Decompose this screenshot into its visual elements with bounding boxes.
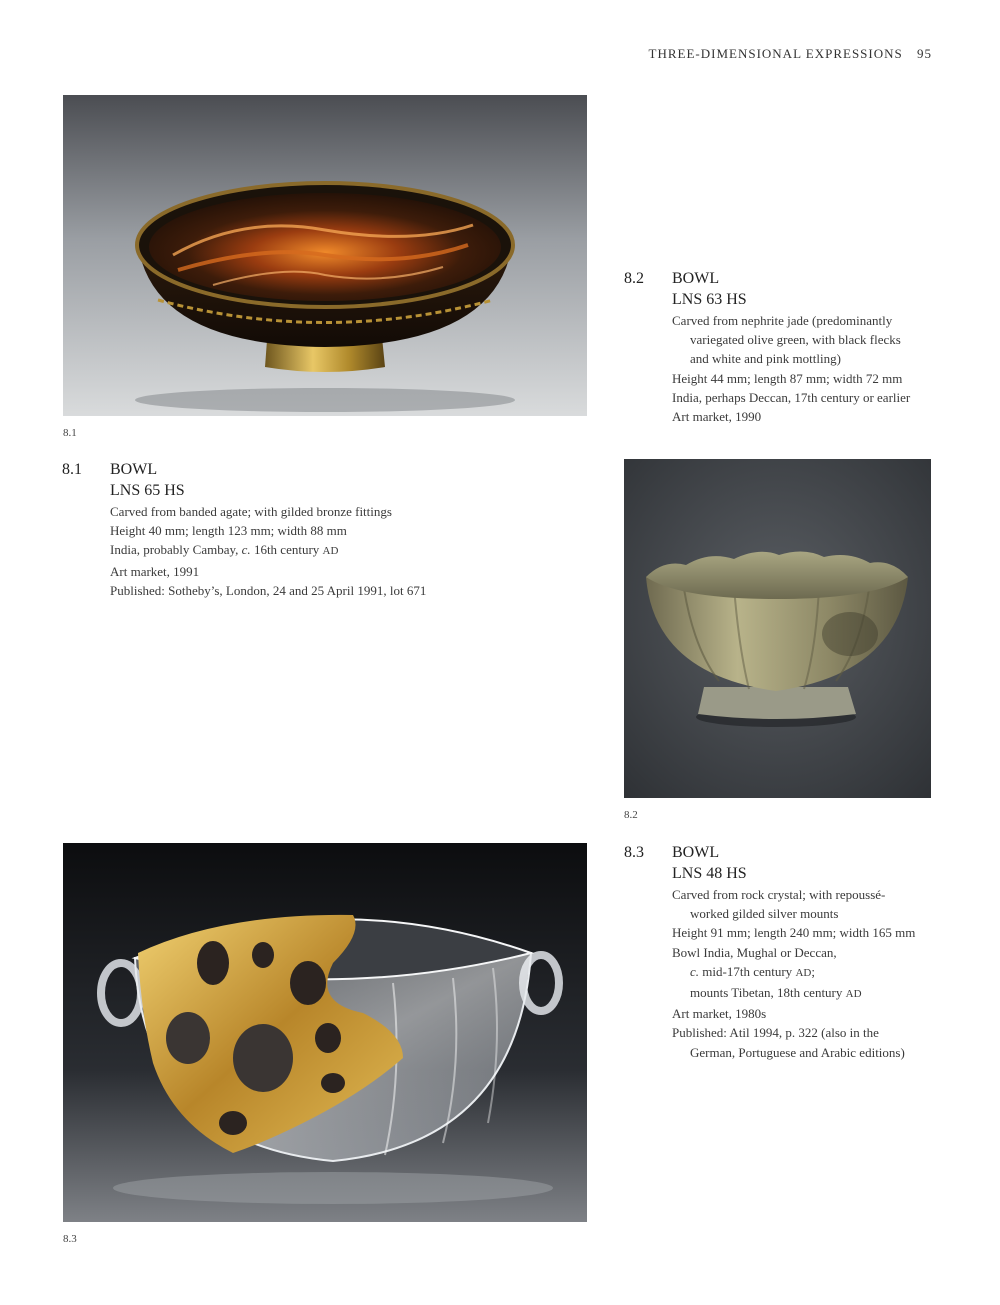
figure-8-2-photo bbox=[624, 459, 931, 798]
figure-8-1-label: 8.1 bbox=[63, 427, 77, 439]
origin: India, probably Cambay, c. 16th century AD bbox=[110, 542, 339, 558]
entry-number: 8.1 bbox=[62, 461, 82, 478]
publication-continued: German, Portuguese and Arabic editions) bbox=[690, 1044, 905, 1060]
publication: Published: Atil 1994, p. 322 (also in the bbox=[672, 1025, 879, 1041]
material-continued: and white and pink mottling) bbox=[690, 351, 841, 367]
material-continued: worked gilded silver mounts bbox=[690, 906, 839, 922]
provenance: Art market, 1980s bbox=[672, 1006, 767, 1022]
entry-number: 8.3 bbox=[624, 844, 644, 861]
entry-number: 8.2 bbox=[624, 270, 644, 287]
accession-number: LNS 48 HS bbox=[672, 865, 747, 882]
figure-8-1-photo bbox=[63, 95, 587, 416]
publication: Published: Sotheby’s, London, 24 and 25 April 1991, lot 671 bbox=[110, 582, 427, 598]
dimensions: Height 44 mm; length 87 mm; width 72 mm bbox=[672, 370, 903, 386]
catalogue-entry-8-3 bbox=[624, 843, 964, 1062]
entry-title: BOWL bbox=[672, 270, 720, 287]
origin-mounts: mounts Tibetan, 18th century AD bbox=[690, 985, 862, 1001]
catalogue-entry-8-1 bbox=[62, 460, 592, 600]
provenance: Art market, 1991 bbox=[110, 563, 200, 579]
figure-8-3-photo bbox=[63, 843, 587, 1222]
accession-number: LNS 63 HS bbox=[672, 291, 747, 308]
origin-continued: c. mid-17th century AD; bbox=[690, 963, 815, 979]
origin: India, perhaps Deccan, 17th century or earlier bbox=[672, 389, 911, 405]
entry-title: BOWL bbox=[110, 461, 158, 478]
dimensions: Height 40 mm; length 123 mm; width 88 mm bbox=[110, 523, 347, 539]
origin: Bowl India, Mughal or Deccan, bbox=[672, 944, 837, 960]
running-head bbox=[649, 46, 932, 62]
catalogue-entry-8-2 bbox=[624, 269, 964, 426]
material: Carved from banded agate; with gilded bronze fittings bbox=[110, 504, 392, 519]
section-title: THREE-DIMENSIONAL EXPRESSIONS bbox=[648, 46, 903, 61]
material-continued: variegated olive green, with black flecks bbox=[690, 332, 901, 348]
material: Carved from nephrite jade (predominantly bbox=[672, 313, 893, 328]
dimensions: Height 91 mm; length 240 mm; width 165 mm bbox=[672, 925, 916, 941]
figure-8-3-label: 8.3 bbox=[63, 1233, 77, 1245]
figure-8-2-label: 8.2 bbox=[624, 809, 638, 821]
provenance: Art market, 1990 bbox=[672, 409, 762, 425]
page-number: 95 bbox=[917, 46, 932, 61]
entry-title: BOWL bbox=[672, 844, 720, 861]
accession-number: LNS 65 HS bbox=[110, 482, 185, 499]
material: Carved from rock crystal; with repoussé- bbox=[672, 887, 886, 902]
